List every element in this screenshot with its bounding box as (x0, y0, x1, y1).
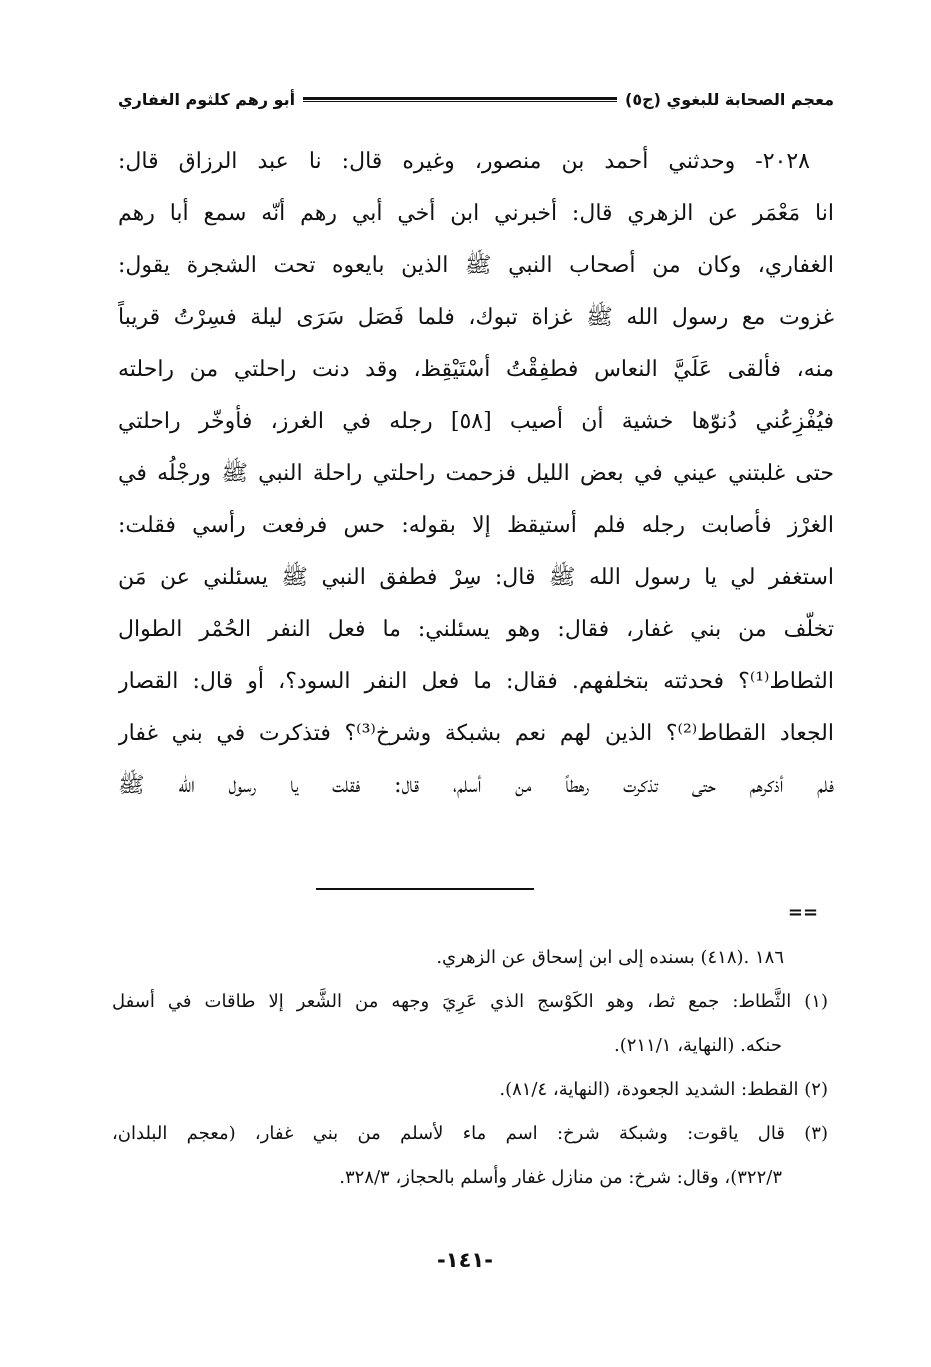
footnote-3: (٣) قال ياقوت: وشبكة شرخ: اسم ماء لأسلم من بني غفار، (معجم البلدان، (112, 1123, 828, 1144)
footnote-3-continued: ٣٢٢/٣)، وقال: شرخ: من منازل غفار وأسلم بالحجاز، ٣٢٨/٣. (339, 1167, 782, 1188)
text-line: فلم أذكرهم حتى تذكرت رهطاً من أسلم، قال: فقلت يا رسول الله ﷺ (118, 773, 834, 798)
footnotes (112, 936, 828, 1200)
text-line: منه، فألقى عَلَيَّ النعاس فطفِقْتُ أسْتَيْقِظ، وقد دنت راحلتي من راحلته (118, 357, 834, 382)
text-line: استغفر لي يا رسول الله ﷺ قال: سِرْ فطفق النبي ﷺ يسئلني عن مَن (118, 565, 834, 590)
footnote-separator (316, 888, 534, 890)
text-line: غزوت مع رسول الله ﷺ غزاة تبوك، فلما فَصَل سَرَى ليلة فسِرْتُ قريباً (118, 305, 834, 330)
hadith-text (118, 136, 834, 812)
footnote-source: ١٨٦ .(٤١٨) بسنده إلى ابن إسحاق عن الزهري. (436, 947, 784, 968)
entry-title: أبو رهم كلثوم الغفاري (118, 89, 296, 109)
header-rule (303, 97, 617, 102)
text-line: الثطاط⁽¹⁾؟ فحدثته بتخلفهم. فقال: ما فعل النفر السود؟، أو قال: القصار (118, 669, 834, 694)
text-line: فيُفْزِعُني دُنوّها خشية أن أصيب [٥٨] رجله في الغرز، فأوخّر راحلتي (118, 409, 834, 434)
page-number: -١٤١- (437, 1248, 493, 1272)
text-line: الغرْز فأصابت رجله فلم أستيقظ إلا بقوله: حس فرفعت رأسي فقلت: (118, 513, 834, 538)
footnote-1-continued: حنكه. (النهاية، ٢١١/١). (613, 1035, 782, 1056)
text-line: حتى غلبتني عيني في بعض الليل فزحمت راحلتي راحلة النبي ﷺ ورجْلُه في (118, 461, 834, 486)
text-line: الغفاري، وكان من أصحاب النبي ﷺ الذين بايعوه تحت الشجرة يقول: (118, 253, 834, 278)
footnote-1: (١) الثَّطاط: جمع ثط، وهو الكَوْسج الذي عَرِيَ وجهه من الشَّعر إلا طاقات في أسفل (112, 991, 828, 1012)
text-line: الجعاد القطاط⁽²⁾؟ الذين لهم نعم بشبكة وشرخ⁽³⁾؟ فتذكرت في بني غفار (118, 721, 834, 746)
book-title: معجم الصحابة للبغوي (ج٥) (625, 89, 834, 109)
footnote-mark: == (787, 902, 819, 923)
text-line: انا مَعْمَر عن الزهري قال: أخبرني ابن أخي أبي رهم أنّه سمع أبا رهم (118, 201, 834, 226)
running-header (118, 84, 834, 114)
text-line: ٢٠٢٨- وحدثني أحمد بن منصور، وغيره قال: نا عبد الرزاق قال: (118, 149, 810, 174)
footnote-2: (٢) القطط: الشديد الجعودة، (النهاية، ٨١/٤). (499, 1079, 828, 1100)
text-line: تخلّف من بني غفار، فقال: وهو يسئلني: ما فعل النفر الحُمْر الطوال (118, 617, 834, 642)
